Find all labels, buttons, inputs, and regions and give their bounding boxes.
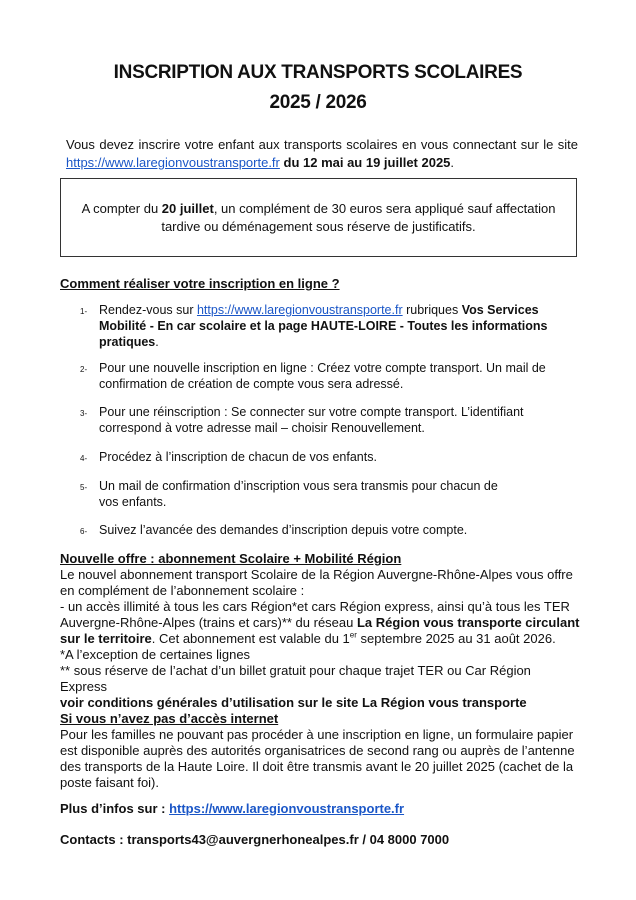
intro-paragraph [66, 136, 578, 172]
step-text: Procédez à l’inscription de chacun de vos enfants. [99, 450, 377, 464]
step-text: Pour une nouvelle inscription en ligne : Créez votre compte transport. Un mail de confirmation de création de compte vous sera adressé. [99, 361, 546, 391]
step-text [99, 302, 579, 350]
more-info-link[interactable]: https://www.laregionvoustransporte.fr [169, 801, 405, 816]
intro-dates: du 12 mai au 19 juillet 2025 [279, 155, 451, 170]
step-text: Pour une réinscription : Se connecter sur votre compte transport. L’identifiant correspond à votre adresse mail – choisir Renouvellement. [99, 405, 524, 435]
document-title: INSCRIPTION AUX TRANSPORTS SCOLAIRES [113, 62, 523, 83]
notice-date: 20 juillet [161, 201, 214, 216]
step-number: 1- [80, 307, 88, 316]
how-heading: Comment réaliser votre inscription en ligne ? [60, 276, 340, 291]
offer-note-1: *A l’exception de certaines lignes [60, 647, 251, 662]
more-info-label: Plus d’infos sur : [60, 801, 170, 816]
step-number: 4- [80, 454, 88, 463]
step-number: 3- [80, 409, 88, 418]
step-1-link[interactable]: https://www.laregionvoustransporte.fr [196, 303, 403, 317]
intro-link[interactable]: https://www.laregionvoustransporte.fr [66, 155, 280, 170]
step-number: 6- [80, 527, 88, 536]
offer-detail-end: septembre 2025 au 31 août 2026. [356, 631, 556, 646]
more-info [60, 801, 580, 817]
step-number: 2- [80, 365, 88, 374]
step-1-before: Rendez-vous sur [99, 303, 197, 317]
offer-conditions: voir conditions générales d’utilisation sur le site La Région vous transporte [60, 695, 527, 710]
offer-detail-bold: La Région vous transporte circulant sur le territoire [60, 615, 580, 646]
step-number: 5- [80, 483, 88, 492]
no-internet-text: Pour les familles ne pouvant pas procéder à une inscription en ligne, un formulaire papier est disponible auprès des autorités organisatrices de second rang ou auprès de l’antenne des transports de la Haute Loire. Il doit être transmis avant le 20 juillet 2025 (cachet de la poste faisant foi). [60, 727, 575, 790]
offer-intro: Le nouvel abonnement transport Scolaire de la Région Auvergne-Rhône-Alpes vous offre en complément de l’abonnement scolaire : [60, 567, 573, 598]
intro-end: . [450, 155, 455, 170]
notice-after: , un complément de 30 euros sera appliqué sauf affectation tardive ou déménagement sous réserve de justificatifs. [161, 201, 556, 234]
document-year: 2025 / 2026 [269, 92, 367, 113]
intro-text: Vous devez inscrire votre enfant aux transports scolaires en vous connectant sur le site [66, 137, 578, 152]
step-1-middle: rubriques [402, 303, 462, 317]
offer-note-2: ** sous réserve de l’achat d’un billet gratuit pour chaque trajet TER ou Car Région Express [60, 663, 531, 694]
step-text: Suivez l’avancée des demandes d’inscription depuis votre compte. [99, 523, 468, 537]
offer-heading: Nouvelle offre : abonnement Scolaire + Mobilité Région [60, 551, 402, 566]
late-fee-notice [60, 178, 577, 257]
offer-detail-after: . Cet abonnement est valable du 1 [151, 631, 350, 646]
offer-detail-sup: er [349, 630, 357, 640]
step-1-bold: Vos Services Mobilité - En car scolaire et la page HAUTE-LOIRE - Toutes les informations pratiques [99, 303, 548, 349]
step-text: Un mail de confirmation d’inscription vous sera transmis pour chacun de vos enfants. [99, 479, 498, 509]
notice-before: A compter du [81, 201, 162, 216]
offer-body [60, 567, 580, 711]
offer-detail [60, 599, 580, 647]
contacts: Contacts : transports43@auvergnerhonealpes.fr / 04 8000 7000 [60, 832, 450, 847]
no-internet-heading: Si vous n’avez pas d’accès internet [60, 711, 279, 726]
step-1-end: . [155, 335, 159, 349]
offer-detail-before: - un accès illimité à tous les cars Région*et cars Région express, ainsi qu’à tous les TER Auvergne-Rhône-Alpes (trains et cars)** du réseau [60, 599, 570, 630]
